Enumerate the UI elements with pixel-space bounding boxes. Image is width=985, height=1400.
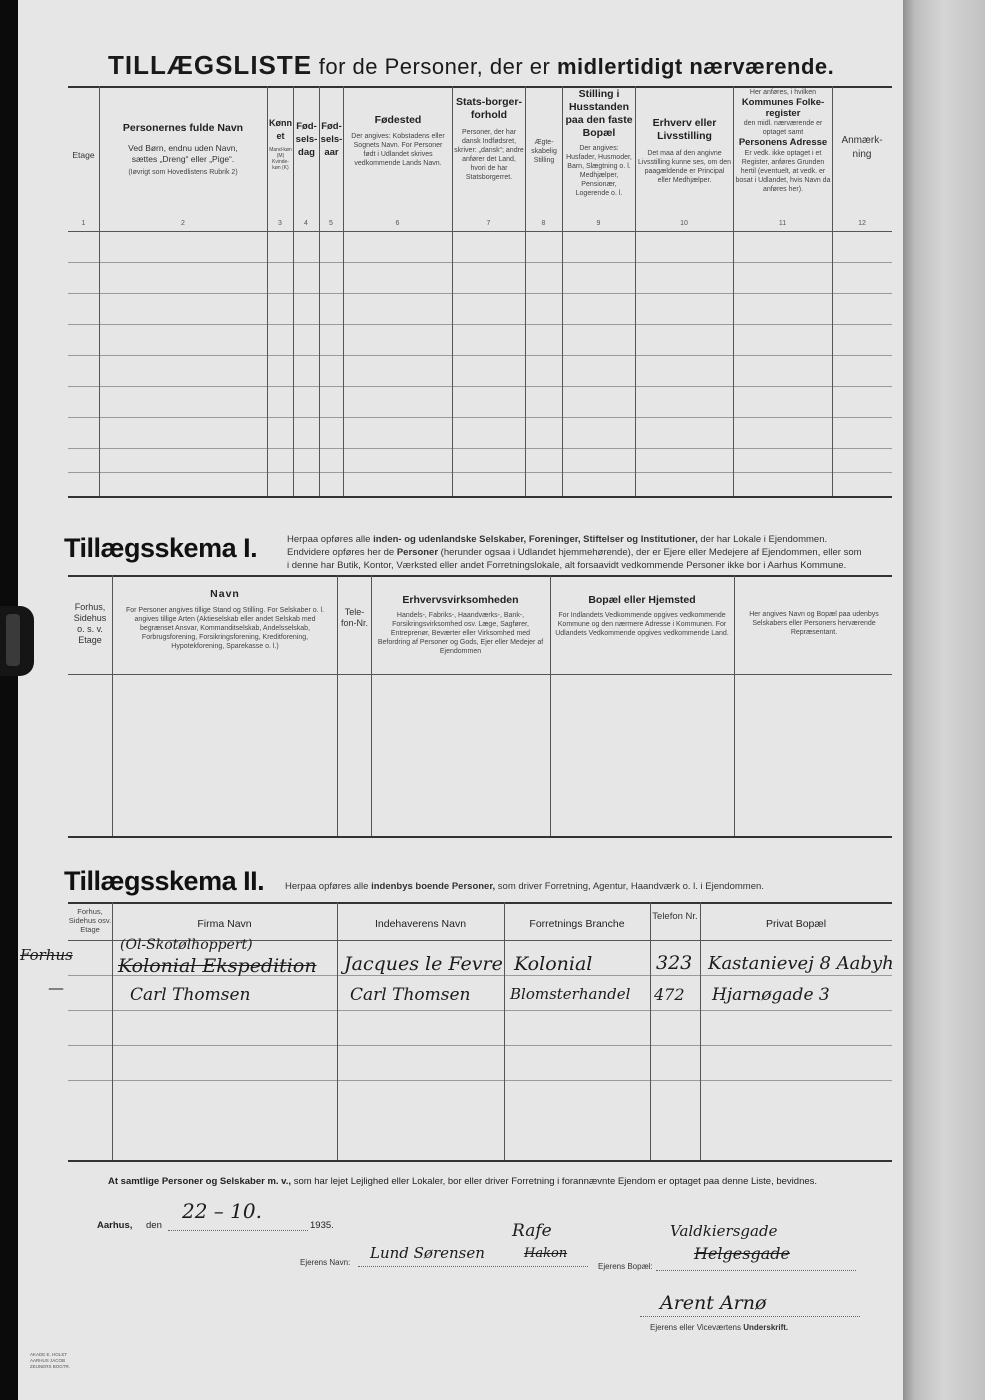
row1-indehaver: Jacques le Fevre <box>344 953 503 975</box>
schema1-header-erhverv: Erhvervsvirksomheden Handels-, Fabriks-, Haandværks-, Bank-, Forsikringsvirksomhed osv. Læge, Sagfører, Entreprenør, Beværter eller Virksomhed med Befordring af Personer og Gods, Ejer eller Medejer af Ejendommen <box>377 594 544 655</box>
colnum-8: 8 <box>541 220 546 227</box>
schema1-header-bopael: Bopæl eller Hjemsted For Indlandets Vedkommende opgives vedkommende Kommune og den nærmere Adresse i Kommunen. For Udlandets Vedkommende opgives vedkommende Land. <box>555 594 729 637</box>
schema2-header-forhus: Forhus, Sidehus osv. Etage <box>68 907 112 934</box>
printer-mark: AKADE E. HOLST AARHUS JACOB ZEUNERS BOGTR. <box>30 1352 71 1369</box>
schema1-title: Tillægsskema I. <box>64 533 258 563</box>
colnum-2: 2 <box>181 220 185 227</box>
header-aegteskabelig: Ægte-skabelig Stilling <box>531 139 557 164</box>
colnum-1: 1 <box>81 220 86 227</box>
header-etage: Etage <box>72 150 95 160</box>
row1-privat: Kastanievej 8 Aabyh <box>708 953 894 974</box>
certification-text: At samtlige Personer og Selskaber m. v., som har lejet Lejlighed eller Lokaler, bor eller driver Forretning i forannævnte Ejendom er optaget paa denne Liste, bevidnes. <box>108 1176 818 1187</box>
schema2-header-telefon: Telefon Nr. <box>652 911 698 922</box>
row1-telefon: 323 <box>656 952 693 974</box>
signature-label: Ejerens eller Viceværtens Underskrift. <box>650 1323 789 1332</box>
binding-tab <box>0 606 34 676</box>
owner-address-label: Ejerens Bopæl: <box>598 1262 653 1271</box>
title-middle: for de Personer, der er <box>318 54 551 79</box>
colnum-5: 5 <box>329 220 333 227</box>
row1-firma-above: (Ol-Skotølhoppert) <box>120 937 253 953</box>
header-fodselsdag: Fød-sels-dag <box>295 121 318 158</box>
row1-etage: Forhus <box>20 946 73 964</box>
adjacent-page-edge <box>903 0 985 1400</box>
header-adresse: Her anføres, i hvilken Kommunes Folke-register den midl. nærværende er optaget samt Personens Adresse Er vedk. ikke optaget i et Register, anføres Grunden hertil (eventuelt, at vedk. er bosat i Udlandet, hvis Navn da anføres her). <box>735 89 831 193</box>
year-label: 1935. <box>310 1220 334 1231</box>
schema2-header-firma: Firma Navn <box>197 918 252 930</box>
schema1-header-forhus: Forhus, Sidehus o. s. v. Etage <box>73 602 107 645</box>
schema1-header-navn: Navn For Personer angives tillige Stand og Stilling. For Selskaber o. l. angives tillige Arten (Aktieselskab eller andet Selskab med begrænset Ansvar, Kommanditselskab, Andelsselskab, Forbrugsforening, Forsikringsforening, Kreditforening, Hypotekforening, Sparekasse o. l.) <box>125 588 325 650</box>
schema1-header-telefon: Tele-fon-Nr. <box>340 607 368 628</box>
owner-name-correction: Rafe <box>512 1221 552 1241</box>
den-label: den <box>146 1220 162 1231</box>
schema1-description-line3: i denne har Butik, Kontor, Værksted eller andet Forretningslokale, alt forsaavidt vedkommende Personer ikke bor i Aarhus Kommune. <box>287 560 847 571</box>
page-title <box>108 50 834 81</box>
colnum-9: 9 <box>596 220 601 227</box>
colnum-12: 12 <box>858 220 866 227</box>
header-fodested: Fødested Der angives: Kobstadens eller Sognets Navn. For Personer født i Udlandet skrives vedkommende Lands Navn. <box>351 114 445 167</box>
row2-branche: Blomsterhandel <box>510 985 631 1003</box>
header-anmaerkning: Anmærk-ning <box>841 135 883 160</box>
row2-indehaver: Carl Thomsen <box>350 985 471 1005</box>
schema2-description: Herpaa opføres alle indenbys boende Personer, som driver Forretning, Agentur, Haandværk o. l. i Ejendommen. <box>285 881 764 892</box>
owner-address-handwritten: Helgesgade <box>694 1244 790 1263</box>
owner-name-label: Ejerens Navn: <box>300 1258 351 1267</box>
schema2-header-branche: Forretnings Branche <box>529 918 625 930</box>
date-handwritten: 22 – 10. <box>182 1199 262 1223</box>
schema2-header-indehaver: Indehaverens Navn <box>374 918 467 930</box>
schema2-header-privat: Privat Bopæl <box>765 918 827 930</box>
colnum-10: 10 <box>680 220 688 227</box>
document-page <box>18 0 903 1400</box>
header-erhverv: Erhverv eller Livsstilling Det maa af den angivne Livsstilling kunne ses, om den paagældende er Principal eller Medhjælper. <box>638 117 731 184</box>
colnum-4: 4 <box>304 220 308 227</box>
row2-etage: — <box>48 978 64 997</box>
title-bold: midlertidigt nærværende. <box>556 54 835 79</box>
header-stilling: Stilling i Husstanden paa den faste Bopæl Der angives: Husfader, Husmoder, Barn, Slægtning o. l. Medhjælper, Pensionær, Logerende o. l. <box>565 88 633 197</box>
row2-privat: Hjarnøgade 3 <box>712 985 830 1005</box>
row1-firma: Kolonial Ekspedition <box>118 955 317 977</box>
owner-name-handwritten: Lund Sørensen <box>370 1244 485 1262</box>
header-navn: Personernes fulde Navn Ved Børn, endnu uden Navn, sættes „Dreng“ eller „Pige“. (Iøvrigt som Hovedlistens Rubrik 2) <box>122 122 244 176</box>
owner-name-struck: Hakon <box>524 1246 568 1261</box>
signature-handwritten: Arent Arnø <box>660 1292 767 1314</box>
header-statsborgerforhold: Stats-borger-forhold Personer, der har dansk Indfødsret, skriver: „dansk“; andre anfører det Land, hvori de har Statsborgerret. <box>454 96 524 181</box>
row2-firma: Carl Thomsen <box>130 985 251 1005</box>
colnum-7: 7 <box>486 220 491 227</box>
header-fodselsaar: Fød-sels-aar <box>320 121 343 158</box>
schema1-header-representant: Her angives Navn og Bopæl paa udenbys Selskabers eller Personers herværende Repræsentant. <box>749 611 879 636</box>
place-label: Aarhus, <box>97 1220 133 1231</box>
header-konnet: Kønnet Mand-køn (M) Kvinde-køn (K) <box>269 118 292 171</box>
colnum-3: 3 <box>278 220 282 227</box>
title-main-word: TILLÆGSLISTE <box>108 50 313 80</box>
row1-branche: Kolonial <box>514 953 593 975</box>
colnum-6: 6 <box>395 220 400 227</box>
owner-address-above: Valdkiersgade <box>670 1222 778 1240</box>
row2-telefon: 472 <box>654 985 685 1004</box>
colnum-11: 11 <box>778 220 787 227</box>
schema1-description: Herpaa opføres alle inden- og udenlandske Selskaber, Foreninger, Stiftelser og Institutioner, der har Lokale i Ejendommen. Endvidere opføres her de Personer (herunder ogsaa i Udlandet hjemmehørende), der er Ejere eller Medejere af Ejendommen, eller som <box>287 534 862 558</box>
schema2-title: Tillægsskema II. <box>64 866 265 896</box>
